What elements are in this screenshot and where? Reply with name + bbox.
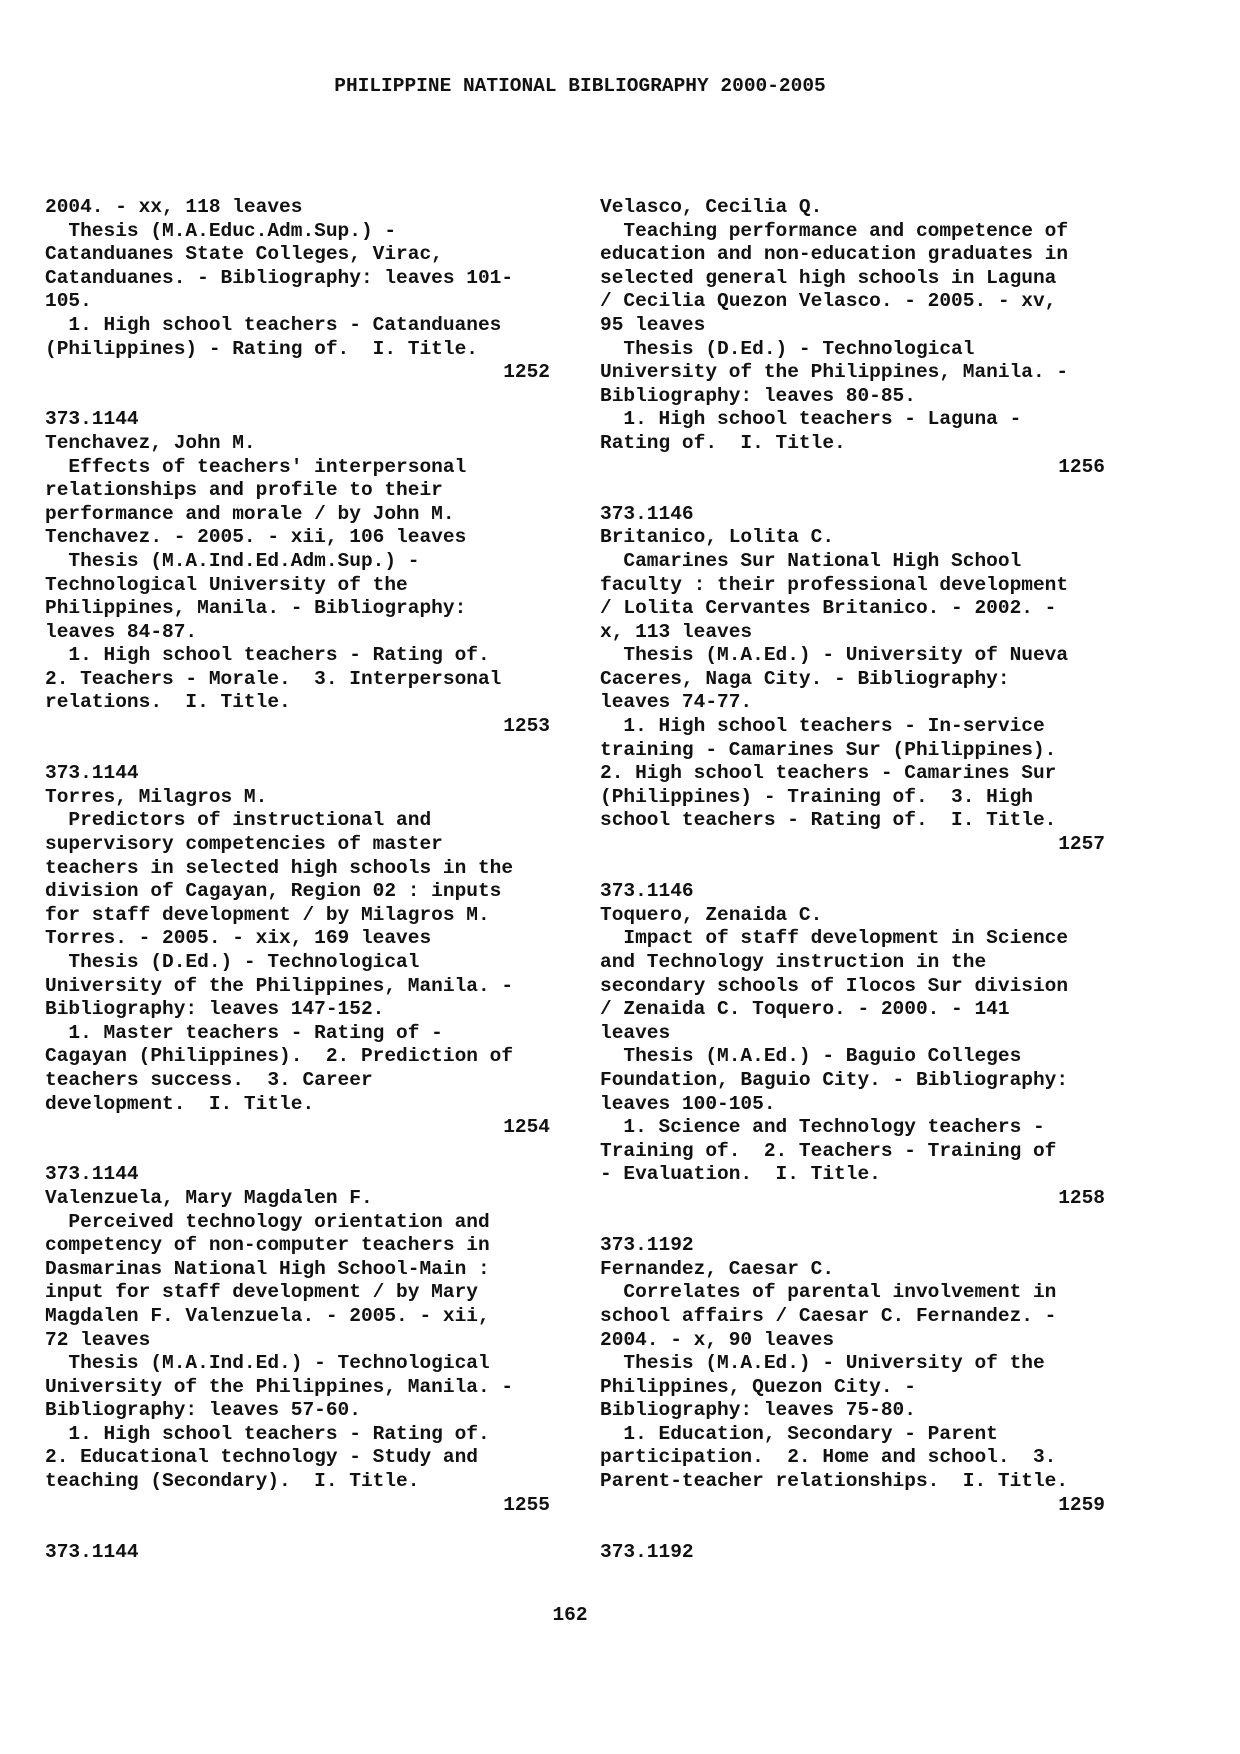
text-line: Tenchavez, John M. [45,431,256,454]
text-line: Thesis (M.A.Educ.Adm.Sup.) - [45,219,397,242]
text-line: 1. Education, Secondary - Parent [600,1422,998,1445]
text-line: Foundation, Baguio City. - Bibliography: [600,1068,1069,1091]
text-line: competency of non-computer teachers in [45,1234,490,1257]
text-line: selected general high schools in Laguna [600,266,1057,289]
text-line: Rating of. I. Title. [600,431,846,454]
text-line: teachers in selected high schools in the [45,856,514,879]
blank-line [600,1517,1105,1541]
text-line: secondary schools of Ilocos Sur division [600,974,1069,997]
text-line: Parent-teacher relationships. I. Title. [600,1470,1069,1493]
text-line: Thesis (M.A.Ed.) - Baguio Colleges [600,1045,1022,1068]
classification-number: 373.1146 [600,880,694,903]
text-line: 2. Teachers - Morale. 3. Interpersonal [45,667,502,690]
entry-number: 1255 [503,1493,550,1516]
text-line: / Cecilia Quezon Velasco. - 2005. - xv, [600,290,1057,313]
text-line: teachers success. 3. Career [45,1068,373,1091]
text-line: Dasmarinas National High School-Main : [45,1257,490,1280]
text-line: Teaching performance and competence of [600,219,1069,242]
text-line: supervisory competencies of master [45,833,443,856]
text-line: Britanico, Lolita C. [600,526,835,549]
text-line: Impact of staff development in Science [600,927,1069,950]
classification-number: 373.1192 [600,1234,694,1257]
text-line: faculty : their professional development [600,573,1069,596]
text-line: Camarines Sur National High School [600,549,1022,572]
text-line: (Philippines) - Training of. 3. High [600,785,1033,808]
classification-number: 373.1146 [600,502,694,525]
text-line: Thesis (M.A.Ind.Ed.) - Technological [45,1352,490,1375]
text-line: leaves [600,1021,671,1044]
text-line: University of the Philippines, Manila. - [45,1375,514,1398]
text-line: Philippines, Quezon City. - [600,1375,916,1398]
text-line: Thesis (M.A.Ind.Ed.Adm.Sup.) - [45,549,420,572]
text-line: training - Camarines Sur (Philippines). [600,738,1057,761]
blank-line [45,1140,550,1164]
text-line: University of the Philippines, Manila. - [600,361,1069,384]
classification-number: 373.1144 [45,1163,139,1186]
entry-number: 1256 [1058,455,1105,478]
text-line: Tenchavez. - 2005. - xii, 106 leaves [45,526,467,549]
text-line: 2. High school teachers - Camarines Sur [600,762,1057,785]
text-line: and Technology instruction in the [600,951,987,973]
entry-number: 1258 [1058,1186,1105,1209]
text-line: performance and morale / by John M. [45,502,455,525]
blank-line [600,1211,1105,1235]
text-line: leaves 74-77. [600,691,753,714]
text-line: 1. Science and Technology teachers - [600,1116,1045,1139]
page-number: 162 [552,1604,588,1626]
blank-line [45,739,550,763]
classification-number: 373.1144 [45,1540,139,1563]
classification-number: 373.1144 [45,408,139,431]
text-line: / Zenaida C. Toquero. - 2000. - 141 [600,998,1010,1021]
text-line: teaching (Secondary). I. Title. [45,1470,420,1493]
text-line: University of the Philippines, Manila. - [45,974,514,997]
text-line: Valenzuela, Mary Magdalen F. [45,1186,373,1209]
text-line: 2. Educational technology - Study and [45,1446,478,1469]
right-column [600,196,1105,1564]
text-line: Predictors of instructional and [45,809,432,832]
left-column [45,196,550,1564]
text-line: Bibliography: leaves 57-60. [45,1399,361,1422]
text-line: 1. High school teachers - Rating of. [45,644,490,667]
text-line: 2004. - xx, 118 leaves [45,196,303,218]
text-line: school teachers - Rating of. I. Title. [600,809,1057,832]
text-line: leaves 100-105. [600,1092,776,1115]
text-line: Toquero, Zenaida C. [600,903,823,926]
text-line: input for staff development / by Mary [45,1281,478,1304]
text-line: Catanduanes State Colleges, Virac, [45,243,443,266]
entry-number: 1257 [1058,833,1105,856]
text-line: Bibliography: leaves 147-152. [45,998,385,1021]
text-line: Torres, Milagros M. [45,785,268,808]
text-line: division of Cagayan, Region 02 : inputs [45,880,502,903]
text-line: - Evaluation. I. Title. [600,1163,881,1186]
entry-number: 1254 [503,1116,550,1139]
text-line: 1. High school teachers - Laguna - [600,408,1022,431]
text-line: / Lolita Cervantes Britanico. - 2002. - [600,597,1057,620]
text-line: relationships and profile to their [45,479,443,502]
text-line: (Philippines) - Rating of. I. Title. [45,337,478,360]
text-line: Fernandez, Caesar C. [600,1257,835,1280]
text-line: Technological University of the [45,573,408,596]
text-line: Perceived technology orientation and [45,1210,490,1233]
text-line: Thesis (M.A.Ed.) - University of Nueva [600,644,1069,667]
text-line: 1. Master teachers - Rating of - [45,1021,443,1044]
entry-number: 1259 [1058,1493,1105,1516]
text-line: 1. High school teachers - Catanduanes [45,313,502,336]
text-line: Bibliography: leaves 80-85. [600,384,916,407]
text-line: 1. High school teachers - Rating of. [45,1422,490,1445]
text-line: school affairs / Caesar C. Fernandez. - [600,1304,1057,1327]
text-line: Caceres, Naga City. - Bibliography: [600,667,1010,690]
text-line: 95 leaves [600,313,706,336]
text-line: Catanduanes. - Bibliography: leaves 101- [45,266,514,289]
text-line: participation. 2. Home and school. 3. [600,1446,1057,1469]
text-line: Effects of teachers' interpersonal [45,455,467,478]
entry-number: 1253 [503,715,550,738]
classification-number: 373.1144 [45,762,139,785]
text-line: Magdalen F. Valenzuela. - 2005. - xii, [45,1304,490,1327]
text-line: Philippines, Manila. - Bibliography: [45,597,467,620]
entry-number: 1252 [503,361,550,384]
text-line: relations. I. Title. [45,691,291,714]
blank-line [45,385,550,409]
running-header: PHILIPPINE NATIONAL BIBLIOGRAPHY 2000-2005 [334,75,826,97]
blank-line [45,1517,550,1541]
text-line: 2004. - x, 90 leaves [600,1328,835,1351]
text-line: leaves 84-87. [45,620,198,643]
text-line: Velasco, Cecilia Q. [600,196,823,218]
text-line: education and non-education graduates in [600,243,1069,266]
text-line: 72 leaves [45,1328,151,1351]
blank-line [600,857,1105,881]
text-line: Thesis (M.A.Ed.) - University of the [600,1352,1045,1375]
classification-number: 373.1192 [600,1540,694,1563]
text-line: Thesis (D.Ed.) - Technological [45,951,420,973]
text-line: x, 113 leaves [600,620,753,643]
text-line: for staff development / by Milagros M. [45,903,490,926]
text-line: Torres. - 2005. - xix, 169 leaves [45,927,432,950]
text-line: Cagayan (Philippines). 2. Prediction of [45,1045,514,1068]
text-line: Bibliography: leaves 75-80. [600,1399,916,1422]
text-line: Correlates of parental involvement in [600,1281,1057,1304]
text-line: 105. [45,290,92,313]
text-line: Thesis (D.Ed.) - Technological [600,337,975,360]
text-line: Training of. 2. Teachers - Training of [600,1139,1057,1162]
text-line: development. I. Title. [45,1092,315,1115]
text-line: 1. High school teachers - In-service [600,715,1045,738]
blank-line [600,479,1105,503]
